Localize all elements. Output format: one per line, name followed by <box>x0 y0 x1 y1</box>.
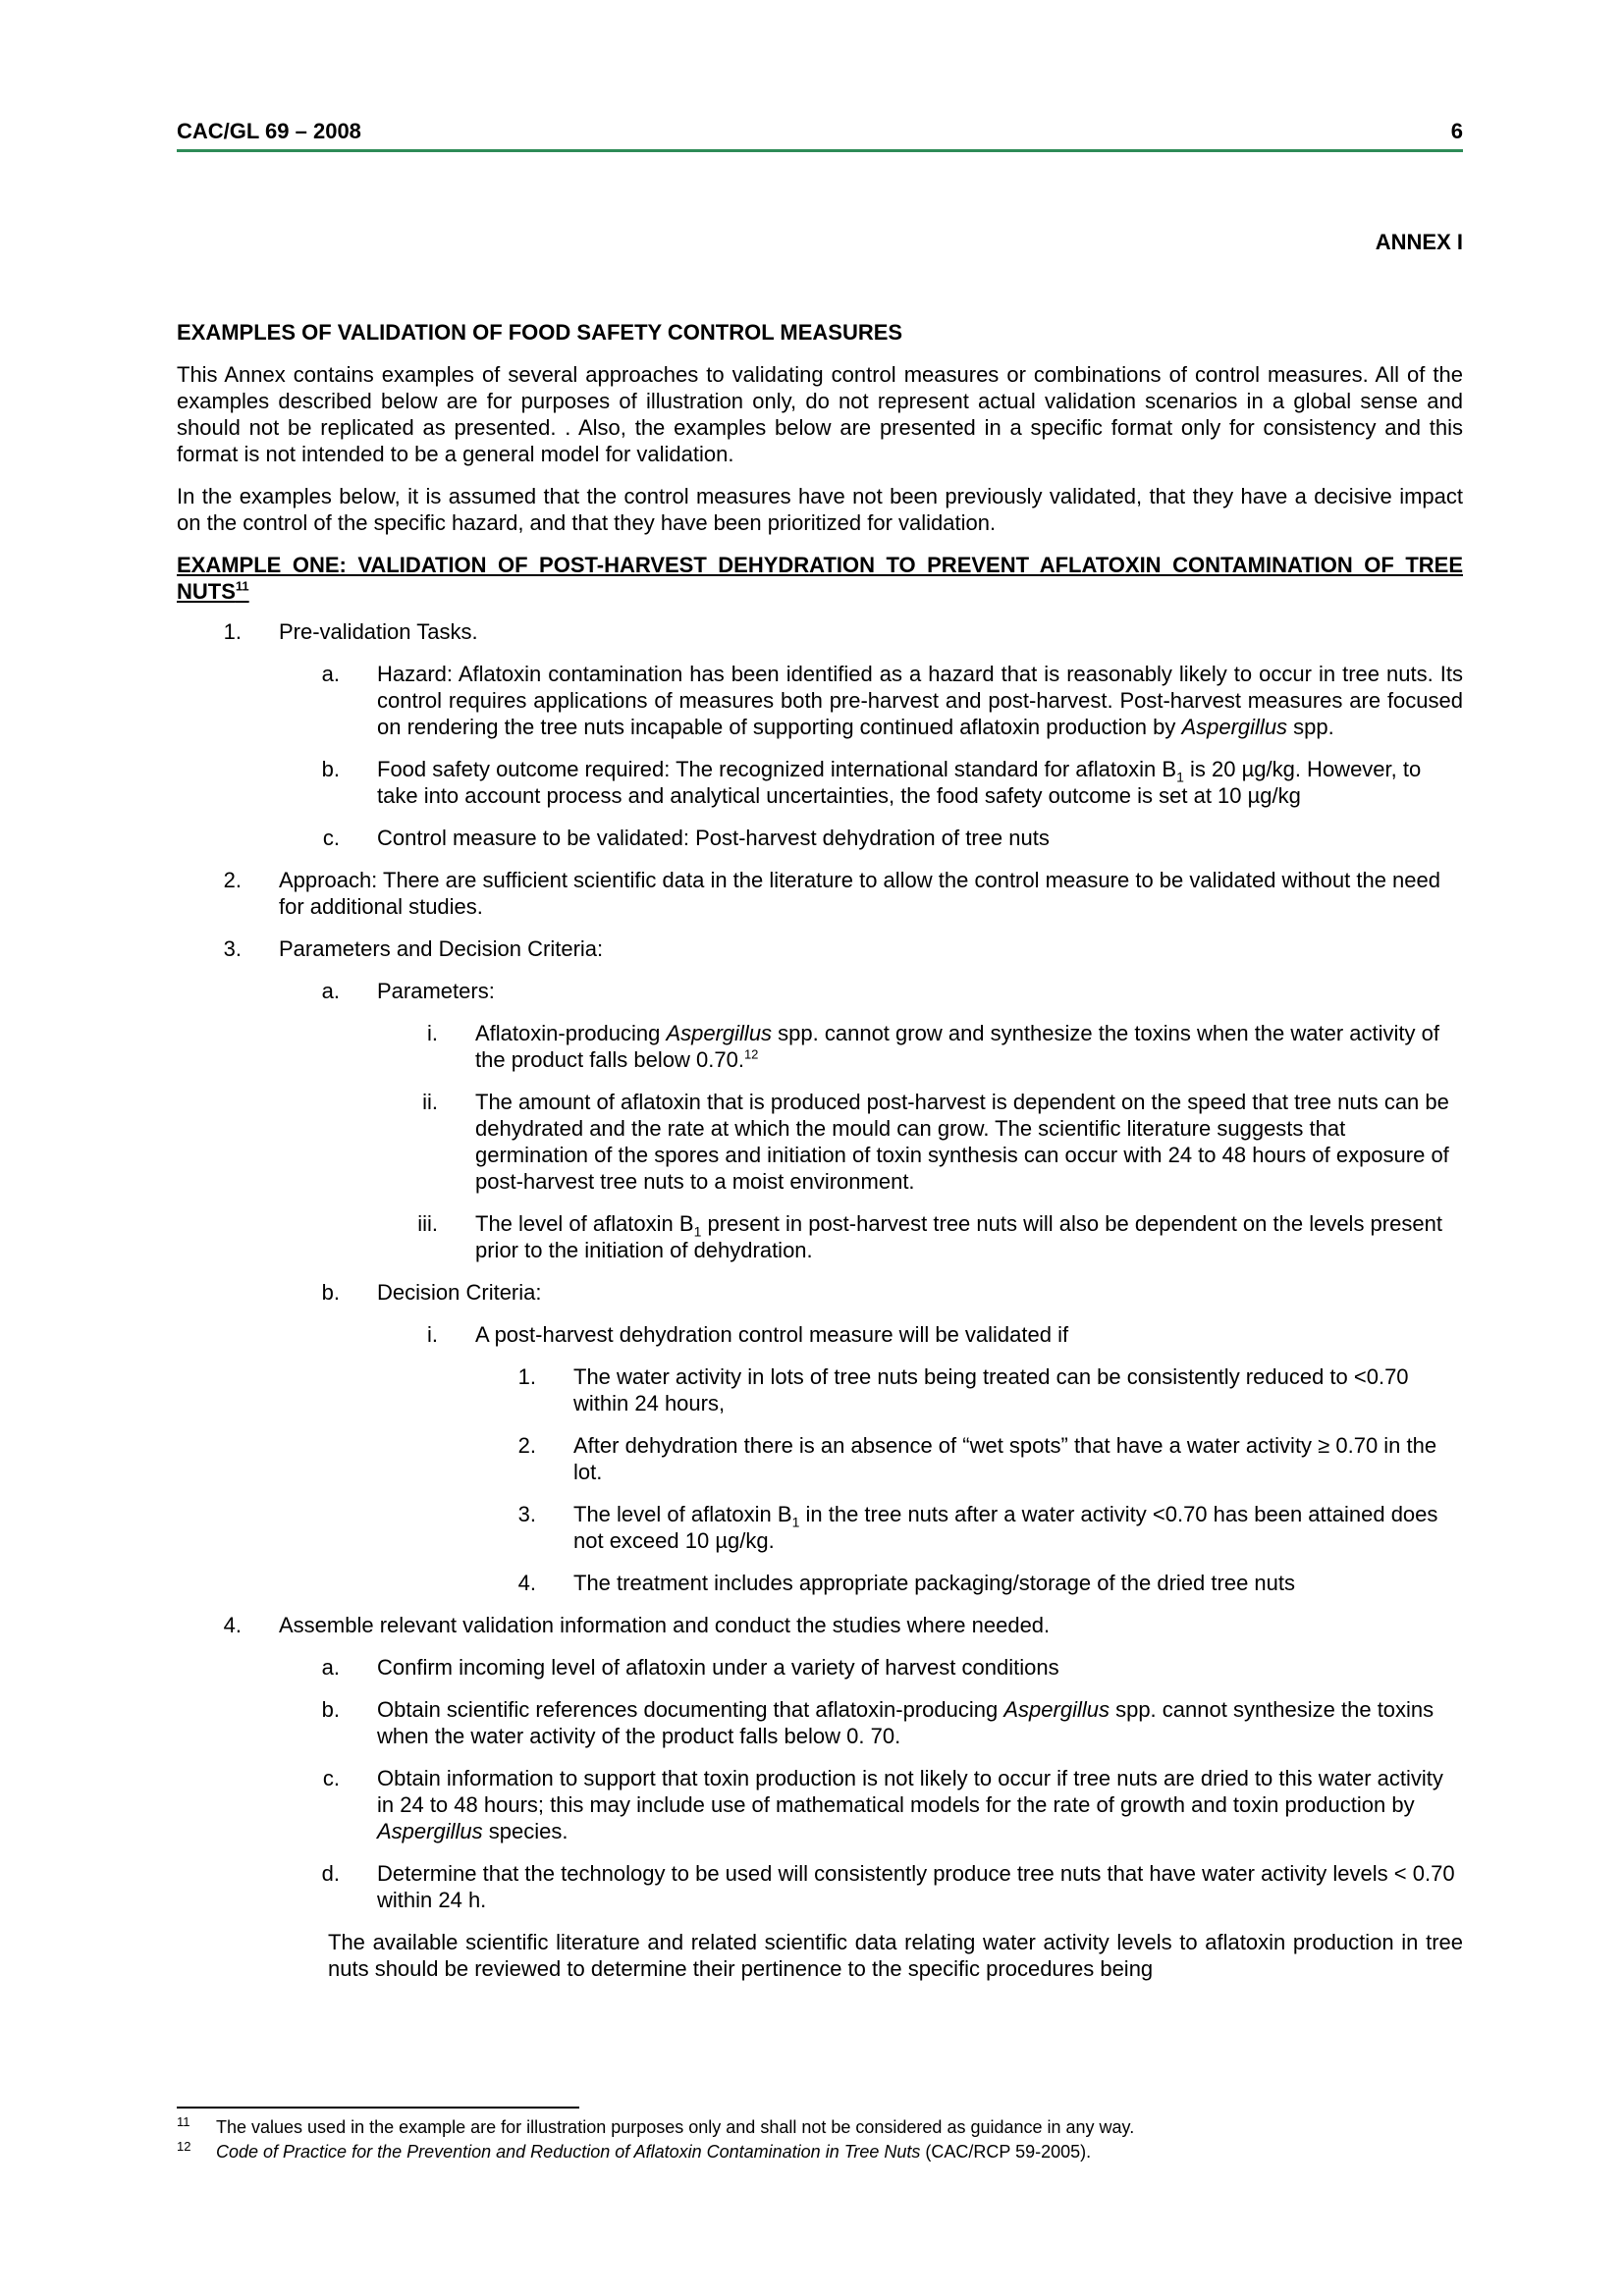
intro-paragraph-1: This Annex contains examples of several approaches to validating control measures or combinations of control measures. All of the examples described below are for purposes of illustration only, do not represent actual validation scenarios in a global sense and should not be replicated as presented. . Also, the examples below are presented in a specific format only for consistency and this format is not intended to be a general model for validation. <box>177 362 1463 466</box>
list-item-s4d <box>177 1860 1463 1913</box>
page-header <box>177 116 1463 152</box>
main-content <box>177 319 1463 1982</box>
list-number: 2. <box>223 868 242 892</box>
list-text: There are sufficient scientific data in the literature to allow the control measure to be validated without the need for additional studies. <box>279 868 1441 919</box>
list-item-s3a-i <box>177 1020 1463 1073</box>
example-title <box>177 552 1463 605</box>
list-text-end: spp. <box>1287 715 1334 739</box>
closing-paragraph: The available scientific literature and related scientific data relating water activity levels to aflatoxin production in tree nuts should be reviewed to determine their pertinence to the specific procedures being <box>328 1930 1463 1981</box>
list-number: 4. <box>517 1571 536 1595</box>
list-item-s1c <box>177 825 1463 851</box>
list-text-end: present in post-harvest tree nuts will also be dependent on the levels present prior to the initiation of dehydration. <box>475 1211 1442 1262</box>
italic-genus: Aspergillus <box>666 1021 773 1045</box>
list-text: The level of aflatoxin B <box>475 1211 694 1236</box>
list-text-end: in the tree nuts after a water activity <0.70 has been attained does not exceed 10 µg/kg. <box>573 1502 1438 1553</box>
list-item-s4b <box>177 1696 1463 1749</box>
footnote-citation-title: Code of Practice for the Prevention and Reduction of Aflatoxin Contamination in Tree Nuts <box>216 2142 921 2162</box>
list-text: The treatment includes appropriate packaging/storage of the dried tree nuts <box>573 1571 1296 1595</box>
list-text: Parameters: <box>377 979 495 1003</box>
list-roman: i. <box>427 1322 438 1347</box>
footnotes <box>177 2116 1463 2165</box>
footnote-text: (CAC/RCP 59-2005). <box>920 2142 1092 2162</box>
list-text: Food safety outcome required: The recognized international standard for aflatoxin B <box>377 757 1177 781</box>
list-item-criterion-4 <box>177 1570 1463 1596</box>
list-letter: b. <box>321 1280 340 1305</box>
list-roman: ii. <box>422 1090 438 1114</box>
footnote-divider <box>177 2107 579 2109</box>
list-text: The water activity in lots of tree nuts being treated can be consistently reduced to <0.70 within 24 hours, <box>573 1364 1409 1415</box>
list-item-s1 <box>177 618 1463 645</box>
list-text-end: spp. cannot grow and synthesize the toxins when the water activity of the product falls below 0.70. <box>475 1021 1439 1072</box>
list-text: Control measure to be validated: Post-harvest dehydration of tree nuts <box>377 826 1050 850</box>
list-text: Aflatoxin-producing <box>475 1021 667 1045</box>
list-item-s3a-ii <box>177 1089 1463 1195</box>
footnote-text: The values used in the example are for illustration purposes only and shall not be considered as guidance in any way. <box>216 2117 1135 2137</box>
italic-genus: Aspergillus <box>1003 1697 1110 1722</box>
list-number: 1. <box>223 619 242 644</box>
subscript: 1 <box>1176 769 1184 785</box>
list-letter: a. <box>321 1655 340 1680</box>
list-item-s3b <box>177 1279 1463 1306</box>
italic-genus: Aspergillus <box>1181 715 1288 739</box>
list-letter: b. <box>321 757 340 781</box>
list-text: After dehydration there is an absence of “wet spots” that have a water activity ≥ 0.70 in the lot. <box>573 1433 1437 1484</box>
page-number: 6 <box>1450 119 1463 143</box>
footnote-12 <box>177 2141 1463 2163</box>
list-letter: c. <box>322 1766 340 1790</box>
document-reference: CAC/GL 69 – 2008 <box>177 119 361 143</box>
list-text: A post-harvest dehydration control measure will be validated if <box>475 1322 1069 1347</box>
list-text: Obtain information to support that toxin production is not likely to occur if tree nuts are dried to this water activity in 24 to 48 hours; this may include use of mathematical models for the rate of growth and toxin production by <box>377 1766 1443 1817</box>
intro-paragraph-2: In the examples below, it is assumed that the control measures have not been previously validated, that they have a decisive impact on the control of the specific hazard, and that they have been prioritized for validation. <box>177 484 1463 535</box>
footnote-mark: 11 <box>177 2114 190 2129</box>
list-number: 2. <box>517 1433 536 1458</box>
list-text: The level of aflatoxin B <box>573 1502 792 1526</box>
list-text: Assemble relevant validation information and conduct the studies where needed. <box>279 1613 1051 1637</box>
list-letter: c. <box>322 826 340 850</box>
footnote-11 <box>177 2116 1463 2139</box>
list-item-s3a-iii <box>177 1210 1463 1263</box>
list-letter: a. <box>321 662 340 686</box>
list-text: Obtain scientific references documenting that aflatoxin-producing <box>377 1697 1004 1722</box>
list-text: Determine that the technology to be used will consistently produce tree nuts that have water activity levels < 0.70 within 24 h. <box>377 1861 1455 1912</box>
list-item-s4c <box>177 1765 1463 1844</box>
list-item-s2 <box>177 867 1463 920</box>
list-text: Parameters and Decision Criteria: <box>279 936 604 961</box>
list-label: Approach: <box>279 868 378 892</box>
footnote-mark: 12 <box>177 2139 191 2154</box>
list-item-s3b-i <box>177 1321 1463 1348</box>
subscript: 1 <box>693 1223 702 1240</box>
list-text: Decision Criteria: <box>377 1280 542 1305</box>
subscript: 1 <box>791 1514 800 1530</box>
list-text: Confirm incoming level of aflatoxin under a variety of harvest conditions <box>377 1655 1059 1680</box>
list-number: 1. <box>517 1364 536 1389</box>
footnote-ref-12[interactable]: 12 <box>743 1046 759 1062</box>
list-text: Pre-validation Tasks. <box>279 619 478 644</box>
list-item-s3a <box>177 978 1463 1004</box>
list-item-s1a <box>177 661 1463 740</box>
list-number: 3. <box>223 936 242 961</box>
list-roman: i. <box>427 1021 438 1045</box>
list-number: 3. <box>517 1502 536 1526</box>
list-item-s4a <box>177 1654 1463 1681</box>
list-letter: a. <box>321 979 340 1003</box>
list-text-end: is 20 µg/kg. However, to take into account process and analytical uncertainties, the food safety outcome is set at 10 µg/kg <box>377 757 1422 808</box>
list-item-s1b <box>177 756 1463 809</box>
list-text: Hazard: Aflatoxin contamination has been identified as a hazard that is reasonably likely to occur in tree nuts. Its control requires applications of measures both pre-harvest and post-harvest. Post-harvest measures are focused on rendering the tree nuts incapable of supporting continued aflatoxin production by <box>377 662 1463 739</box>
annex-label: ANNEX I <box>1375 230 1463 254</box>
list-item-s4 <box>177 1612 1463 1638</box>
document-title: EXAMPLES OF VALIDATION OF FOOD SAFETY CONTROL MEASURES <box>177 320 903 345</box>
list-text: The amount of aflatoxin that is produced post-harvest is dependent on the speed that tree nuts can be dehydrated and the rate at which the mould can grow. The scientific literature suggests that germination of the spores and initiation of toxin synthesis can occur with 24 to 48 hours of exposure of post-harvest tree nuts to a moist environment. <box>475 1090 1449 1194</box>
footnote-ref-11[interactable]: 11 <box>235 578 249 594</box>
list-text-end: spp. cannot synthesize the toxins when the water activity of the product falls below 0. 70. <box>377 1697 1435 1748</box>
list-item-s3 <box>177 935 1463 962</box>
list-letter: d. <box>321 1861 340 1886</box>
list-letter: b. <box>321 1697 340 1722</box>
list-item-criterion-3 <box>177 1501 1463 1554</box>
list-text-end: species. <box>482 1819 568 1843</box>
list-roman: iii. <box>417 1211 438 1236</box>
example-title-text: EXAMPLE ONE: VALIDATION OF POST-HARVEST DEHYDRATION TO PREVENT AFLATOXIN CONTAMINATION OF TREE NUTS <box>177 553 1463 604</box>
list-item-criterion-2 <box>177 1432 1463 1485</box>
italic-genus: Aspergillus <box>377 1819 483 1843</box>
list-item-criterion-1 <box>177 1363 1463 1416</box>
list-number: 4. <box>223 1613 242 1637</box>
